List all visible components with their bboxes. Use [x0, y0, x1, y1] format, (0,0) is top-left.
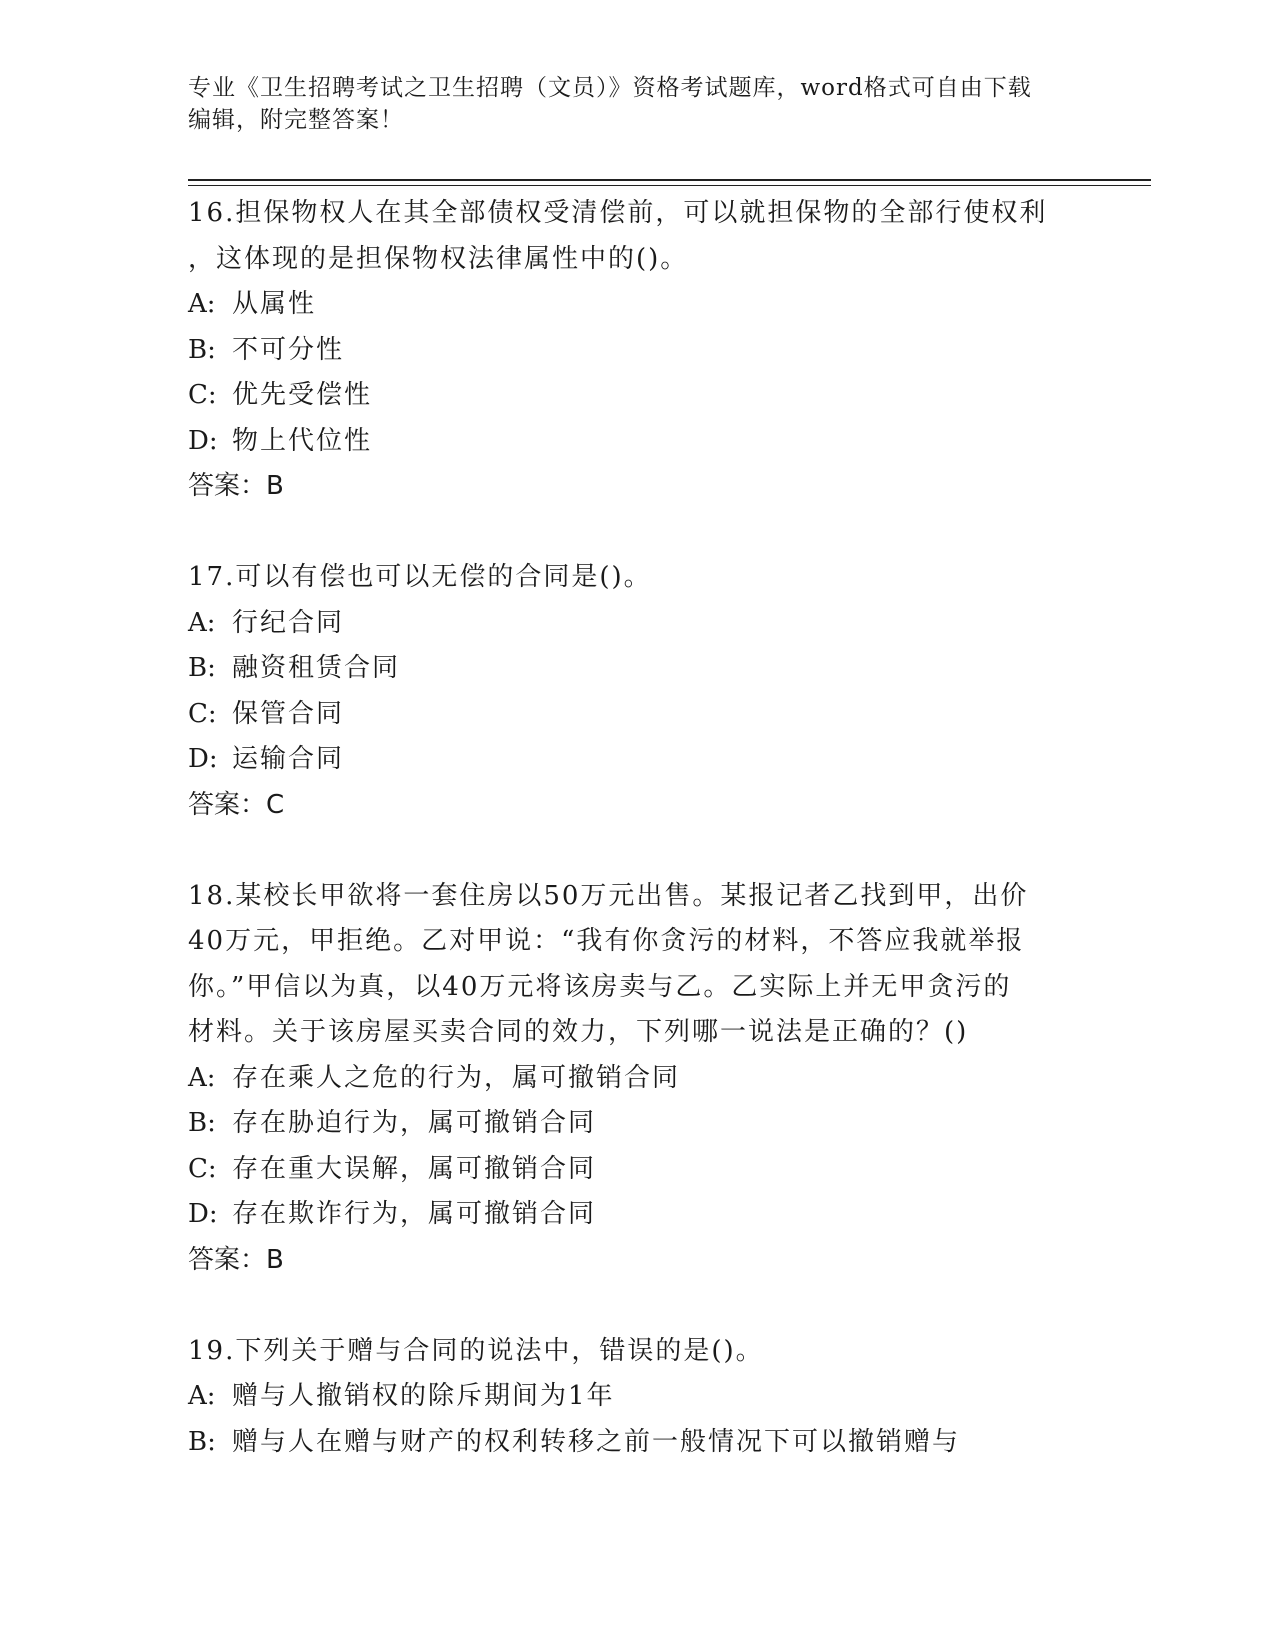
option-row — [188, 737, 1088, 783]
header-line-1: 专业《卫生招聘考试之卫生招聘（文员）》资格考试题库，word格式可自由下载 — [188, 75, 1032, 101]
question-stem-line: ，这体现的是担保物权法律属性中的()。 — [188, 243, 689, 274]
question-spacer — [188, 510, 1088, 556]
option-letter: D: — [188, 425, 218, 456]
option-row — [188, 1101, 1088, 1147]
option-text: 物上代位性 — [232, 425, 373, 456]
option-letter: C: — [188, 1153, 217, 1184]
question-stem-line: 40万元，甲拒绝。乙对甲说：“我有你贪污的材料，不答应我就举报 — [188, 926, 1025, 956]
option-letter: B: — [188, 334, 216, 365]
option-row — [188, 1420, 1088, 1466]
question-stem-line: 19.下列关于赠与合同的说法中，错误的是()。 — [188, 1335, 764, 1366]
answer-line: 答案：B — [188, 1244, 284, 1275]
answer-line: 答案：C — [188, 789, 285, 820]
option-row — [188, 1374, 1088, 1420]
question-item — [188, 1329, 1088, 1466]
answer-line: 答案：B — [188, 471, 284, 501]
option-text: 不可分性 — [232, 334, 345, 365]
option-letter: A: — [188, 1381, 216, 1411]
option-letter: A: — [188, 1062, 216, 1093]
option-letter: B: — [188, 1108, 216, 1138]
question-list — [188, 191, 1088, 1465]
option-row — [188, 646, 1088, 692]
question-stem-line: 你。”甲信以为真，以40万元将该房卖与乙。乙实际上并无甲贪污的 — [188, 971, 1012, 1002]
option-text: 存在重大误解，属可撤销合同 — [232, 1153, 597, 1184]
option-row — [188, 601, 1088, 647]
question-stem-line: 18.某校长甲欲将一套住房以50万元出售。某报记者乙找到甲，出价 — [188, 880, 1029, 911]
option-text: 融资租赁合同 — [232, 653, 401, 683]
question-stem-line: 材料。关于该房屋买卖合同的效力，下列哪一说法是正确的？() — [188, 1017, 969, 1047]
question-item — [188, 555, 1088, 828]
option-row — [188, 1147, 1088, 1193]
option-letter: B: — [188, 653, 216, 683]
question-spacer — [188, 828, 1088, 874]
option-row — [188, 419, 1088, 465]
question-stem-line: 16.担保物权人在其全部债权受清偿前，可以就担保物的全部行使权利 — [188, 198, 1048, 228]
option-text: 存在乘人之危的行为，属可撤销合同 — [232, 1062, 681, 1093]
document-header — [188, 72, 1088, 136]
option-text: 存在欺诈行为，属可撤销合同 — [232, 1199, 597, 1229]
header-line-2: 编辑，附完整答案！ — [188, 107, 404, 133]
option-letter: C: — [188, 698, 217, 729]
option-letter: A: — [188, 607, 216, 638]
option-letter: C: — [188, 380, 217, 410]
option-text: 赠与人在赠与财产的权利转移之前一般情况下可以撤销赠与 — [232, 1426, 961, 1457]
header-divider-bottom — [188, 185, 1151, 186]
option-text: 行纪合同 — [232, 607, 345, 638]
option-text: 运输合同 — [232, 744, 345, 774]
question-item — [188, 191, 1088, 510]
option-text: 优先受偿性 — [232, 380, 373, 410]
option-letter: D: — [188, 1199, 218, 1229]
question-stem-line: 17.可以有偿也可以无偿的合同是()。 — [188, 562, 652, 592]
option-letter: B: — [188, 1426, 216, 1457]
option-text: 存在胁迫行为，属可撤销合同 — [232, 1108, 597, 1138]
option-row — [188, 1192, 1088, 1238]
option-text: 保管合同 — [232, 698, 345, 729]
option-text: 赠与人撤销权的除斥期间为1年 — [232, 1381, 615, 1411]
option-row — [188, 692, 1088, 738]
option-text: 从属性 — [232, 289, 317, 319]
question-spacer — [188, 1283, 1088, 1329]
option-letter: D: — [188, 744, 218, 774]
option-row — [188, 373, 1088, 419]
header-divider-top — [188, 179, 1151, 181]
option-row — [188, 328, 1088, 374]
option-row — [188, 282, 1088, 328]
option-letter: A: — [188, 289, 216, 319]
option-row — [188, 1056, 1088, 1102]
question-item — [188, 874, 1088, 1284]
